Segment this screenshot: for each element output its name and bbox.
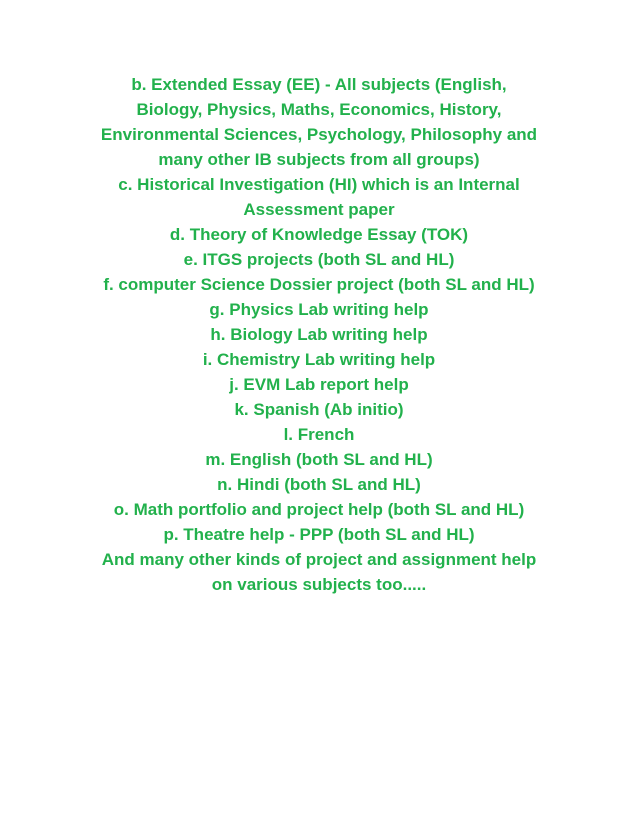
text-line: c. Historical Investigation (HI) which is an Internal [118, 175, 520, 194]
text-line: n. Hindi (both SL and HL) [217, 475, 421, 494]
text-line: on various subjects too..... [211, 575, 427, 594]
text-line: e. ITGS projects (both SL and HL) [183, 250, 455, 269]
text-line: g. Physics Lab writing help [209, 300, 429, 319]
text-line: Environmental Sciences, Psychology, Philosophy and [100, 125, 538, 144]
text-line: b. Extended Essay (EE) - All subjects (English, [131, 75, 507, 94]
text-line: m. English (both SL and HL) [205, 450, 433, 469]
text-line: many other IB subjects from all groups) [158, 150, 480, 169]
text-line: o. Math portfolio and project help (both SL and HL) [113, 500, 525, 519]
text-line: p. Theatre help - PPP (both SL and HL) [163, 525, 475, 544]
text-line: Biology, Physics, Maths, Economics, History, [136, 100, 502, 119]
text-line: f. computer Science Dossier project (both SL and HL) [103, 275, 535, 294]
text-line: d. Theory of Knowledge Essay (TOK) [169, 225, 469, 244]
text-line: h. Biology Lab writing help [210, 325, 428, 344]
text-line: j. EVM Lab report help [229, 375, 409, 394]
text-line: Assessment paper [243, 200, 395, 219]
text-line: l. French [283, 425, 355, 444]
text-line: And many other kinds of project and assignment help [101, 550, 537, 569]
text-line: k. Spanish (Ab initio) [234, 400, 404, 419]
services-list [70, 72, 568, 597]
text-line: i. Chemistry Lab writing help [202, 350, 436, 369]
